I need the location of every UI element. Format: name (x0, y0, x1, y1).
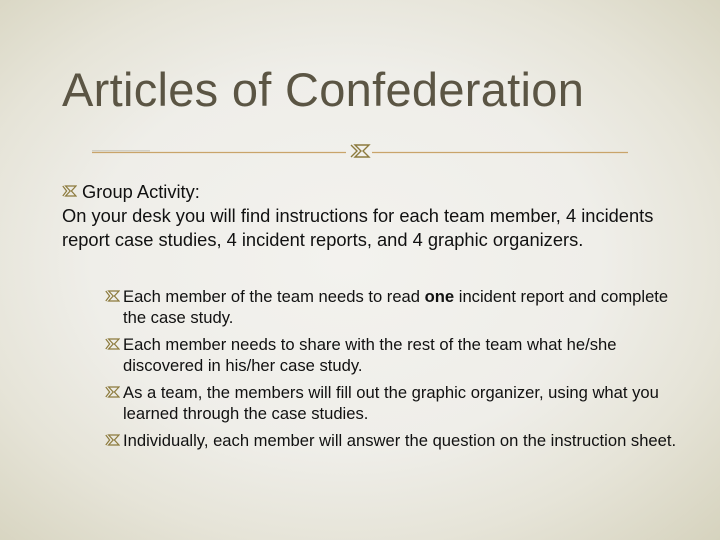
list-item (105, 334, 685, 376)
item-text: Individually, each member will answer the question on the instruction sheet. (123, 431, 677, 450)
instruction-list (105, 286, 685, 457)
page-flag-icon (105, 290, 120, 302)
page-flag-icon (62, 185, 77, 197)
item-text: Each member needs to share with the rest of the team what he/she discovered in his/her case study. (123, 335, 617, 375)
item-text-after: incident report and complete the case study. (123, 287, 669, 327)
slide-title: Articles of Confederation (62, 63, 585, 116)
item-text-emphasis: one (424, 287, 455, 306)
group-activity-block (62, 180, 682, 252)
list-item (105, 430, 685, 451)
activity-heading: Group Activity: (82, 181, 200, 202)
page-flag-icon (105, 338, 120, 350)
activity-intro: On your desk you will find instructions for each team member, 4 incidents report case studies, 4 incident reports, and 4 graphic organizers. (62, 205, 654, 250)
list-item (105, 286, 685, 328)
divider-ornament-icon (351, 145, 369, 157)
page-flag-icon (105, 386, 120, 398)
list-item (105, 382, 685, 424)
item-text-before: Each member of the team needs to read (123, 287, 425, 306)
item-text: As a team, the members will fill out the graphic organizer, using what you learned through the case studies. (123, 383, 659, 423)
page-flag-icon (105, 434, 120, 446)
